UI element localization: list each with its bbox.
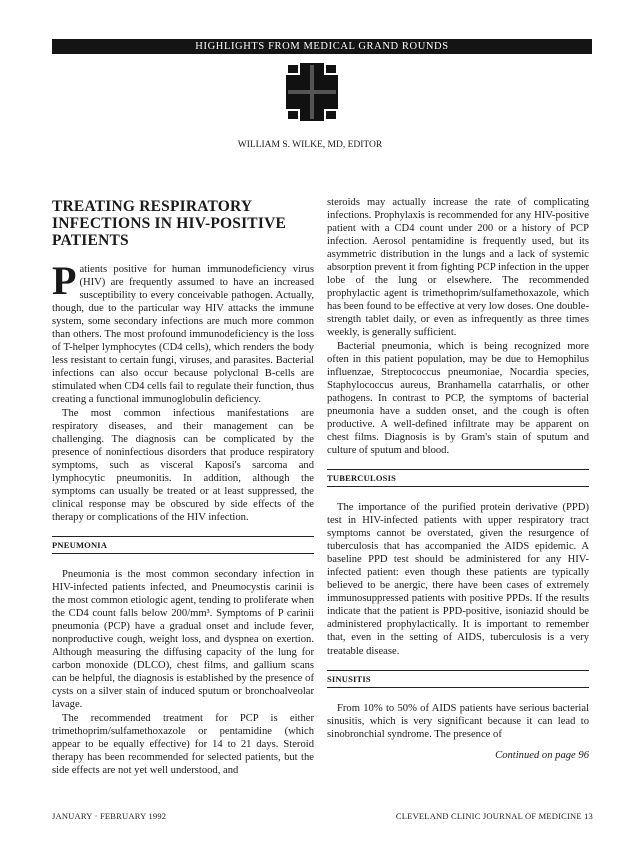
drop-cap: P bbox=[52, 258, 77, 303]
journal-page: CLEVELAND CLINIC JOURNAL OF MEDICINE 13 bbox=[395, 811, 593, 821]
issue-date: JANUARY · FEBRUARY 1992 bbox=[52, 811, 167, 821]
editor-credit: WILLIAM S. WILKE, MD, EDITOR bbox=[237, 140, 383, 150]
pneumonia-heading: PNEUMONIA bbox=[52, 536, 314, 554]
pneumonia-paragraph-1: Pneumonia is the most common secondary infection in HIV-infected patients infected, and Pneumocystis carinii is the most common etiologic agent, tending to proliferate when the CD4 count falls below 200/mm³. Symptoms of P carinii pneumonia (PCP) have a gradual onset and include fever, nonproductive cough, weight loss, and dyspnea on exertion. Although measuring the diffusing capacity of the lung for carbon monoxide (DLCO), chest films, and gallium scans can be helpful, the diagnosis is established by the presence of cysts on a silver stain of induced sputum or bronchoalveolar lavage. bbox=[52, 568, 314, 711]
tuberculosis-heading: TUBERCULOSIS bbox=[327, 469, 589, 487]
bacterial-pneumonia-paragraph: Bacterial pneumonia, which is being recognized more often in this patient population, may be due to Hemophilus influenzae, Streptococcus pneumoniae, Nocardia species, Staphylococcus aureus, Branhamella catarrhalis, or other pathogens. In contrast to PCP, the symptoms of bacterial pneumonia have a sudden onset, and the cough is often productive. A well-defined infiltrate may be apparent on chest films. Diagnosis is by Gram's stain of sputum and culture of sputum and blood. bbox=[327, 340, 589, 456]
article-title: TREATING RESPIRATORY INFECTIONS IN HIV-POSITIVE PATIENTS bbox=[52, 198, 287, 249]
right-column bbox=[327, 196, 589, 762]
grand-rounds-logo-icon bbox=[286, 63, 338, 121]
continued-note[interactable]: Continued on page 96 bbox=[495, 749, 589, 761]
intro-paragraph-2: The most common infectious manifestations are respiratory diseases, and their management can be challenging. The diagnosis can be complicated by the presence of noninfectious disorders that produce respiratory symptoms, such as visceral Kaposi's sarcoma and lymphocytic pneumonitis. In addition, although the symptoms can usually be treated or at least suppressed, the clinical response may be obscured by side effects of the therapy or complications of the HIV infection. bbox=[52, 407, 314, 523]
intro-paragraph-1-text: atients positive for human immunodeficiency virus (HIV) are frequently assumed to have an increased susceptibility to every conceivable pathogen. Actually, though, due to the particular way HIV attacks the immune system, some secondary infections are much more common than others. The most profound immunodeficiency is the loss of T-helper lymphocytes (CD4 cells), which renders the body less resistant to certain fungi, viruses, and parasites. Bacterial infections can also occur because polyclonal B-cells are stimulated when CD4 cells fail to regulate their function, thus creating a functional immunoglobulin deficiency. bbox=[52, 264, 314, 406]
section-banner: HIGHLIGHTS FROM MEDICAL GRAND ROUNDS bbox=[52, 39, 592, 54]
sinusitis-heading: SINUSITIS bbox=[327, 670, 589, 688]
pneumonia-paragraph-2: The recommended treatment for PCP is either trimethoprim/sulfamethoxazole or pentamidine (which appear to be equally effective) for 14 to 21 days. Steroid therapy has been recommended for selected patients, but the side effects are not yet well understood, and bbox=[52, 712, 314, 776]
intro-paragraph-1 bbox=[52, 258, 314, 407]
tuberculosis-paragraph: The importance of the purified protein derivative (PPD) test in HIV-infected patients with upper respiratory tract symptoms cannot be overstated, given the resurgence of tuberculosis that has accompanied the AIDS epidemic. A baseline PPD test should be administered for any HIV-infected patient: even though these patients are typically believed to be anergic, there have been cases of extremely immunosuppressed patients with positive PPDs. If the results indicate that the patient is PPD-positive, isoniazid should be administered prophylactically. It is important to remember that, even in the setting of AIDS, tuberculosis is a very treatable disease. bbox=[327, 501, 589, 657]
left-column bbox=[52, 196, 314, 777]
pcp-prophylaxis-paragraph: steroids may actually increase the rate of complicating infections. Prophylaxis is recommended for any HIV-positive patient with a CD4 count under 200 or a history of PCP infection. Aerosol pentamidine is frequently used, but its asymmetric distribution in the lungs and a lack of systemic absorption prevent it from fighting PCP infection in the upper lobe of the lung or elsewhere. The recommended prophylactic agent is trimethoprim/sulfamethoxazole, which has been found to be effective at very low doses. One double-strength tablet daily, or even as infrequently as three times weekly, is generally sufficient. bbox=[327, 197, 589, 339]
sinusitis-paragraph: From 10% to 50% of AIDS patients have serious bacterial sinusitis, which is very significant because it can lead to sinobronchial syndrome. The presence of bbox=[327, 702, 589, 740]
